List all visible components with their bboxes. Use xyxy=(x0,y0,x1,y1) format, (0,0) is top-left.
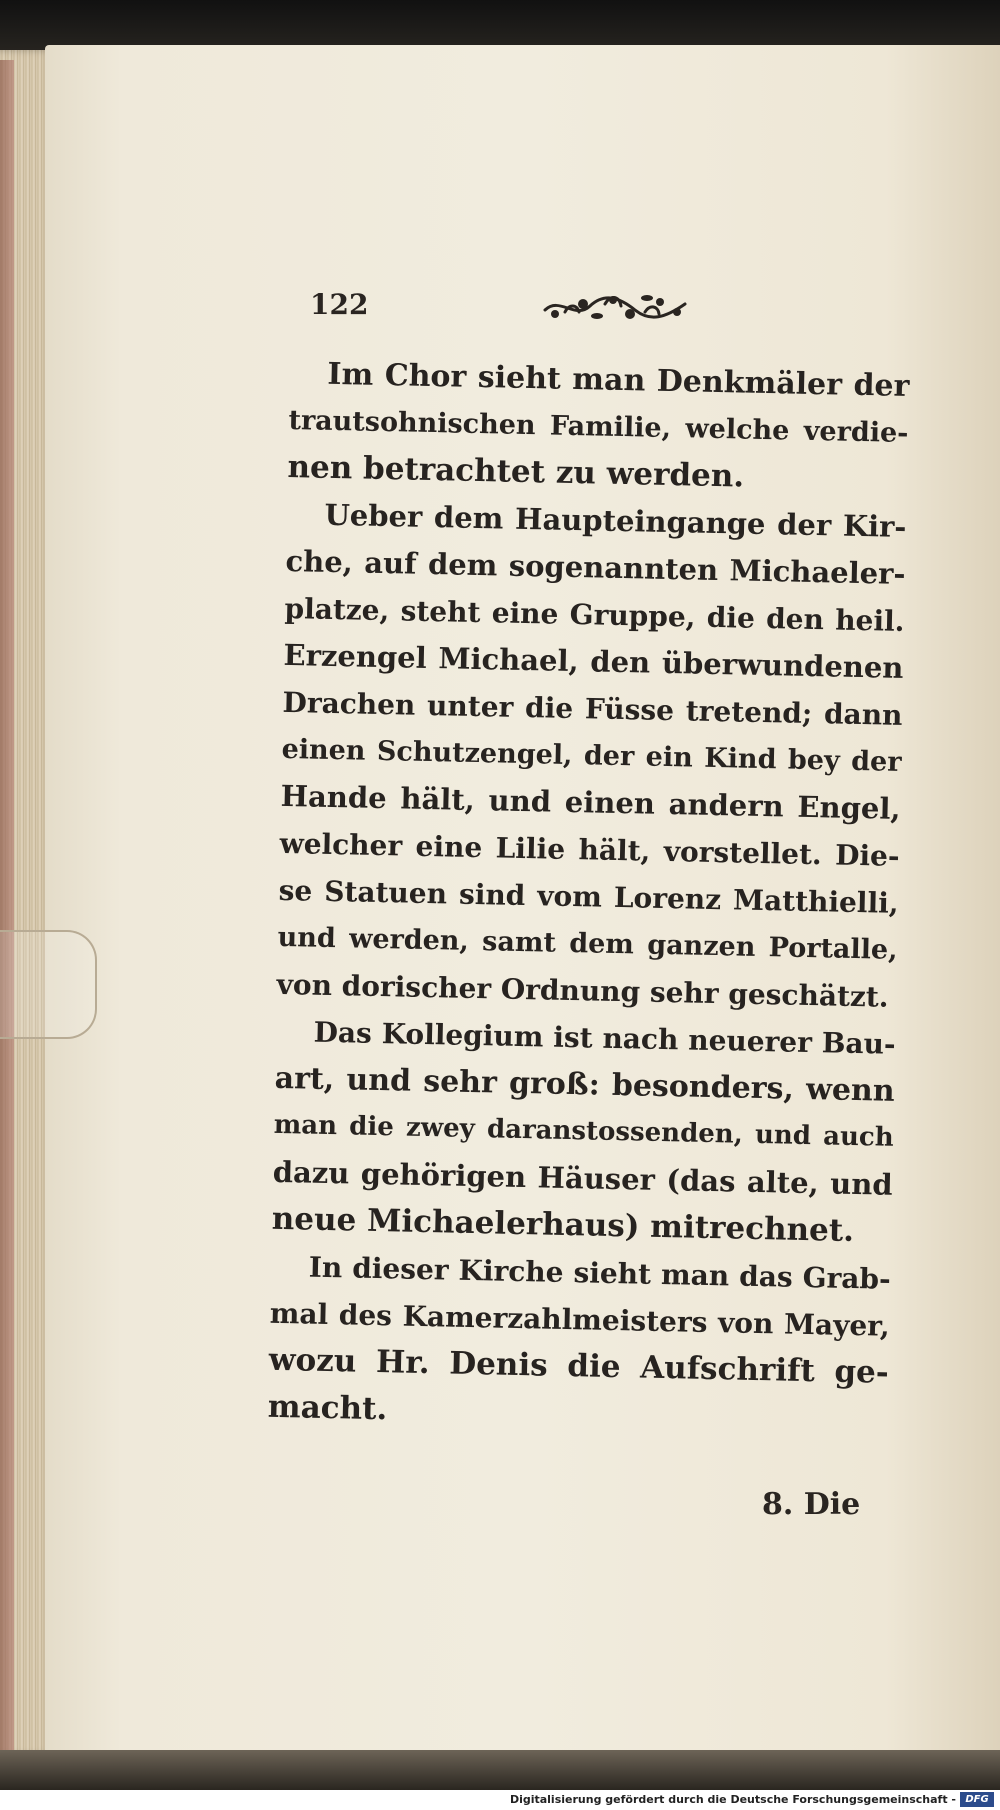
text-line: wozu Hr. Denis die Aufschrift ge- xyxy=(268,1341,890,1391)
page-header xyxy=(310,288,730,328)
text-line: Das Kollegium ist nach neuerer Bau- xyxy=(313,1015,896,1061)
text-line: art, und sehr groß: besonders, wenn xyxy=(274,1060,895,1109)
page-number: 122 xyxy=(310,288,369,321)
text-line: Hande hält, und einen andern Engel, xyxy=(280,778,901,826)
text-line: und werden, samt dem ganzen Portalle, xyxy=(277,921,898,966)
text-line: Im Chor sieht man Denkmäler der xyxy=(327,356,910,404)
scan-bottom-shadow xyxy=(0,1750,1000,1790)
text-line: platze, steht eine Gruppe, die den heil. xyxy=(284,591,905,638)
text-line: von dorischer Ordnung sehr geschätzt. xyxy=(276,967,889,1014)
catchword: 8. Die xyxy=(762,1487,861,1522)
text-line: nen betrachtet zu werden. xyxy=(287,448,745,495)
text-line: dazu gehörigen Häuser (das alte, und xyxy=(272,1154,894,1202)
text-line: mal des Kamerzahlmeisters von Mayer, xyxy=(269,1296,891,1343)
text-line: man die zwey daranstossenden, und auch xyxy=(273,1109,894,1153)
body-text xyxy=(267,350,910,1444)
text-line: che, auf dem sogenannten Michaeler- xyxy=(285,543,906,591)
dfg-logo-icon: DFG xyxy=(960,1792,994,1807)
dfg-credit: Digitalisierung gefördert durch die Deutsche Forschungsgemeinschaft - xyxy=(509,1793,956,1806)
text-line: macht. xyxy=(267,1388,388,1428)
text-line: trautsohnischen Familie, welche verdie- xyxy=(288,404,909,449)
text-line: neue Michaelerhaus) mitrechnet. xyxy=(271,1200,855,1249)
text-line: Drachen unter die Füsse tretend; dann xyxy=(282,685,903,732)
text-line: In dieser Kirche sieht man das Grab- xyxy=(308,1250,892,1296)
text-line: se Statuen sind vom Lorenz Matthielli, xyxy=(278,873,899,920)
book-edge-red-tint xyxy=(0,60,14,1750)
page-clip-icon xyxy=(0,930,97,1039)
text-line: welcher eine Lilie hält, vorstellet. Die- xyxy=(279,826,900,873)
text-line: Ueber dem Haupteingange der Kir- xyxy=(324,497,907,544)
text-line: einen Schutzengel, der ein Kind bey der xyxy=(281,733,902,778)
text-line: Erzengel Michael, den überwundenen xyxy=(283,637,904,685)
floral-vignette-icon xyxy=(535,288,695,328)
